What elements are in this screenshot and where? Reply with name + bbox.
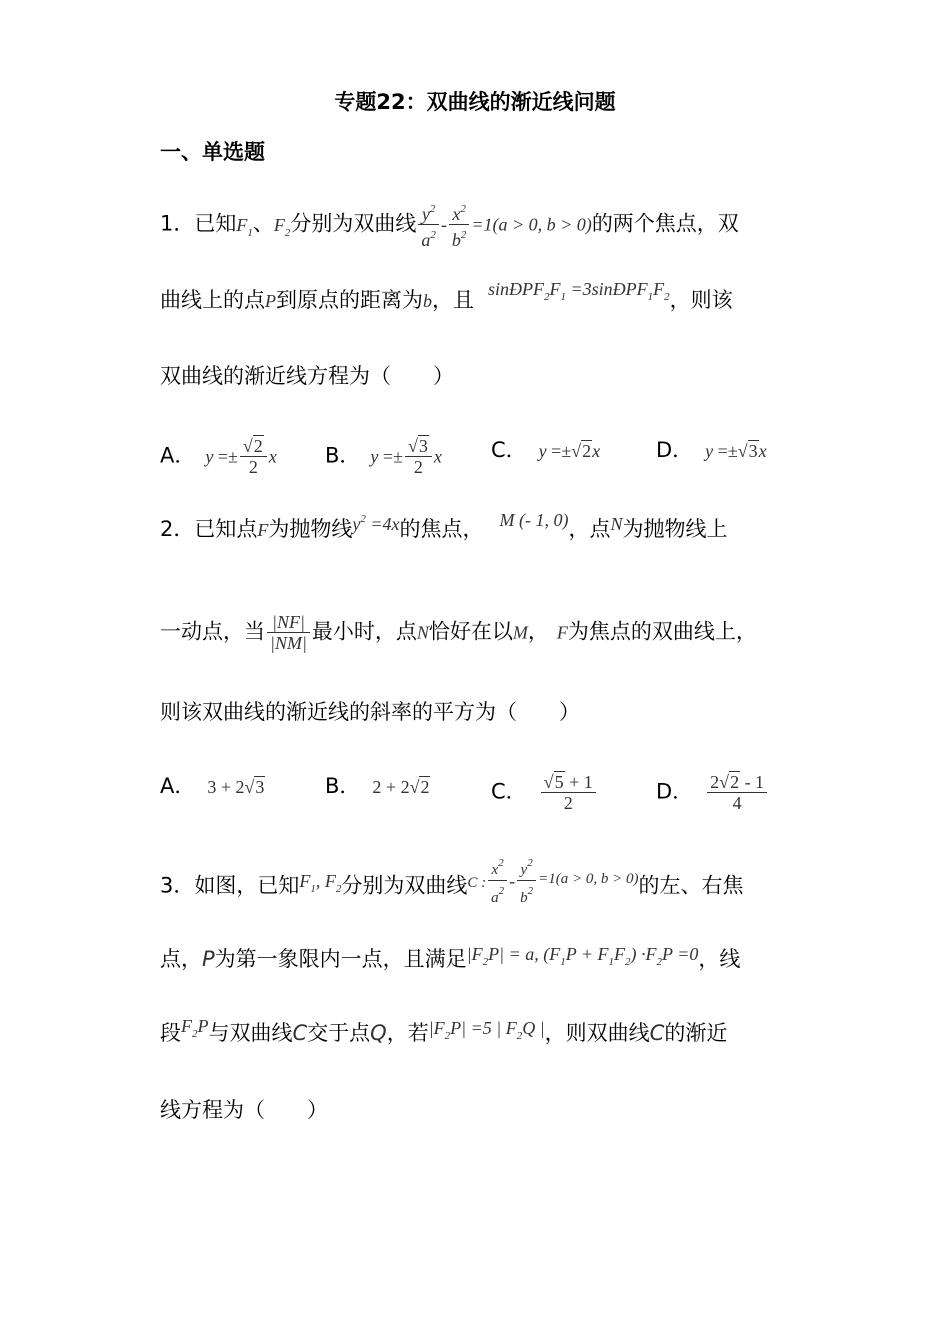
q1-condition: $\sin ÐPF_2F_1$ $=3\sin ÐPF_1F_2$: [488, 279, 670, 303]
page-title: 专题22：双曲线的渐近线问题: [334, 90, 616, 114]
q3-line-3: 段$F_2P$与双曲线C交于点Q，若$|F_2P| =5$ | $F_2Q$ |，则双曲线C的渐近: [160, 1016, 728, 1045]
q1-option-c: C． y =±√2x: [491, 438, 601, 462]
q1-hyperbola-eq: $\frac{y^2}{a^2}$: [418, 199, 439, 250]
q1-option-d: D． y =±√3x: [656, 438, 767, 462]
q3-number: 3．: [160, 873, 195, 898]
q2-option-d: D． $\frac{2√2 - 1}{4}$: [656, 772, 769, 813]
q1-option-b: B． y =± $\frac{√3}{2}$ x: [325, 436, 442, 477]
q1-line-1: 1．已知$F_1$、$F_2$分别为双曲线 $\frac{y^2}{a^2}$ - $\frac{x^2}{b^2}$ =1(a > 0, b > 0)的两个焦点，双: [160, 199, 739, 250]
q2-line-3: 则该双曲线的渐近线的斜率的平方为（ ）: [160, 700, 580, 724]
q2-option-c: C． $\frac{√5 + 1}{2}$: [491, 772, 598, 813]
section-heading: 一、单选题: [160, 140, 265, 164]
q3-line-1: 3．如图，已知$F_1$, $F_2$分别为双曲线$^{C :}$ $\frac{x^2}{a^2}$ - $\frac{y^2}{b^2}$ $^{=1(a > 0, b > 0)}$的左、右焦: [160, 859, 743, 914]
q2-line-2: 一动点，当 $\frac{|NF|}{|NM|}$ 最小时，点N恰好在以M， F为焦点的双曲线上，: [160, 612, 757, 653]
q2-number: 2．: [160, 517, 195, 541]
q2-option-a: A． 3 + 2√3: [160, 774, 265, 798]
q3-line-4: 线方程为（ ）: [160, 1098, 328, 1122]
q1-number: 1．: [160, 211, 195, 236]
q1-line-3: 双曲线的渐近线方程为（ ）: [160, 364, 454, 388]
q2-ratio: $\frac{|NF|}{|NM|}$: [267, 612, 310, 653]
q2-option-b: B． 2 + 2√2: [325, 774, 430, 798]
q3-line-2: 点，P为第一象限内一点，且满足$|F_2P| = a$, $(F_1P + F_1F_2) \cdot F_2P =0$，线: [160, 944, 741, 971]
q3-condition: $|F_2P| = a$, $(F_1P + F_1F_2) \cdot F_2P =0$: [466, 944, 699, 968]
q1-line-2: 曲线上的点P到原点的距离为b，且 $\sin ÐPF_2F_1$ $=3\sin ÐPF_1F_2$，则该: [160, 279, 733, 312]
q1-option-a: A． y =± $\frac{√2}{2}$ x: [160, 436, 277, 477]
q2-line-1: 2．已知点F为抛物线$y^2 =4x$的焦点， M (- 1, 0)，点N为抛物线上: [160, 510, 728, 541]
